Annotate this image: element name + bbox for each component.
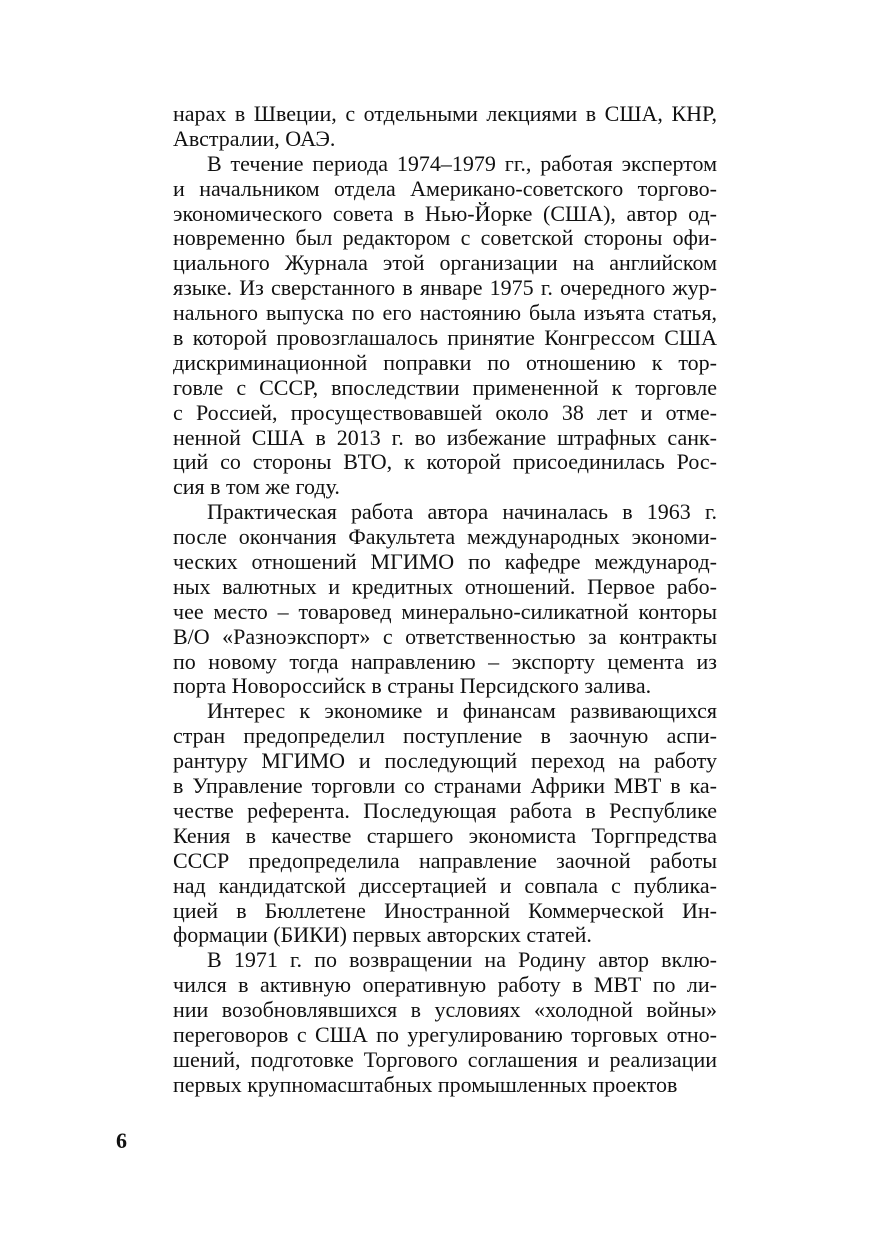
text-line: формации (БИКИ) первых авторских статей. <box>173 922 592 948</box>
text-line: в Управление торговли со странами Африки МВТ в ка- <box>173 773 717 799</box>
text-line: Практическая работа автора начиналась в 1963 г. <box>207 499 717 525</box>
paragraph <box>173 102 717 152</box>
paragraph <box>173 152 717 500</box>
text-line: Австралии, ОАЭ. <box>173 125 336 151</box>
text-line: шений, подготовке Торгового соглашения и реализации <box>173 1046 717 1072</box>
text-line: с Россией, просуществовавшей около 38 лет и отме- <box>173 399 717 425</box>
text-line: ческих отношений МГИМО по кафедре международ- <box>173 549 717 575</box>
text-line: по новому тогда направлению – экспорту цемента из <box>173 648 717 674</box>
paragraph <box>173 500 717 699</box>
text-line: нии возобновлявшихся в условиях «холодной войны» <box>173 997 717 1023</box>
text-line: ненной США в 2013 г. во избежание штрафных санк- <box>173 424 717 450</box>
text-line: после окончания Факультета международных экономи- <box>173 524 717 550</box>
page-number: 6 <box>116 1128 127 1153</box>
text-line: нального выпуска по его настоянию была изъята статья, <box>173 300 717 326</box>
text-line: языке. Из сверстанного в январе 1975 г. очередного жур- <box>173 275 717 301</box>
body-text <box>173 102 717 1098</box>
text-line: переговоров с США по урегулированию торговых отно- <box>173 1021 717 1047</box>
text-line: над кандидатской диссертацией и совпала с публика- <box>173 872 717 898</box>
text-line: циального Журнала этой организации на английском <box>173 250 717 276</box>
paragraph <box>173 948 717 1097</box>
text-line: и начальником отдела Американо-советского торгово- <box>173 175 717 201</box>
text-line: Кения в качестве старшего экономиста Торгпредства <box>173 822 717 848</box>
text-line: ций со стороны ВТО, к которой присоединилась Рос- <box>173 449 717 475</box>
text-line: дискриминационной поправки по отношению к тор- <box>173 349 717 375</box>
text-line: В 1971 г. по возвращении на Родину автор вклю- <box>207 947 717 973</box>
text-line: рантуру МГИМО и последующий переход на работу <box>173 748 717 774</box>
text-line: цией в Бюллетене Иностранной Коммерческой Ин- <box>173 897 717 923</box>
text-line: В течение периода 1974–1979 гг., работая экспертом <box>207 150 717 176</box>
text-line: ных валютных и кредитных отношений. Первое рабо- <box>173 573 717 599</box>
text-line: экономического совета в Нью-Йорке (США), автор од- <box>173 200 717 226</box>
text-line: стран предопределил поступление в заочную аспи- <box>173 723 717 749</box>
text-line: чился в активную оперативную работу в МВТ по ли- <box>173 972 717 998</box>
text-line: в которой провозглашалось принятие Конгрессом США <box>173 325 717 351</box>
text-line: говле с СССР, впоследствии примененной к торговле <box>173 374 717 400</box>
text-line: честве референта. Последующая работа в Республике <box>173 797 717 823</box>
text-line: чее место – товаровед минерально-силикатной конторы <box>173 598 717 624</box>
text-line: порта Новороссийск в страны Персидского залива. <box>173 673 652 699</box>
text-line: сия в том же году. <box>173 474 340 500</box>
text-line: первых крупномасштабных промышленных проектов <box>173 1071 678 1097</box>
text-line: В/О «Разноэкспорт» с ответственностью за контракты <box>173 623 717 649</box>
text-line: новременно был редактором с советской стороны офи- <box>173 225 717 251</box>
paragraph <box>173 699 717 948</box>
text-line: СССР предопределила направление заочной работы <box>173 847 717 873</box>
text-line: нарах в Швеции, с отдельными лекциями в США, КНР, <box>173 101 717 126</box>
text-line: Интерес к экономике и финансам развивающихся <box>207 698 717 724</box>
